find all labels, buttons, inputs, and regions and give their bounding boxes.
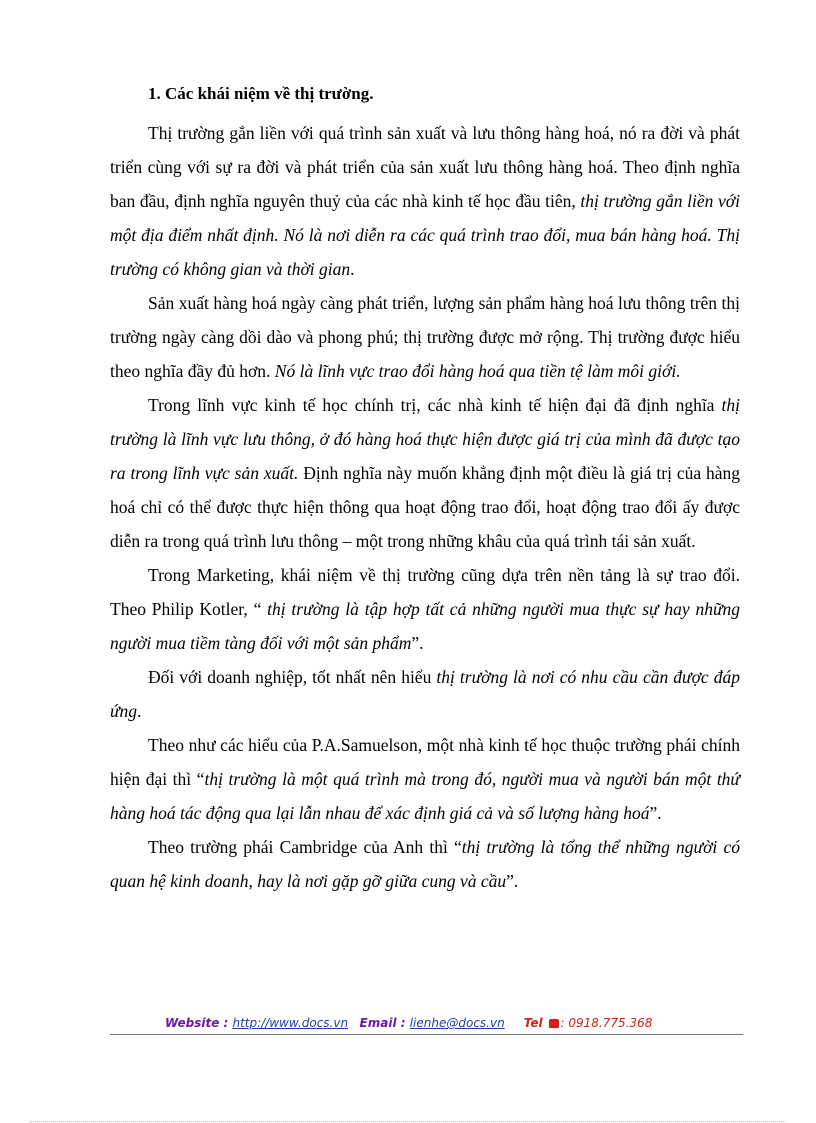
italic-run: Nó là lĩnh vực trao đổi hàng hoá qua tiền tệ làm môi giới. <box>274 361 681 381</box>
page-footer <box>110 1016 743 1035</box>
text-run: Thị trường gắn liền với quá trình sản xuất và lưu thông hàng hoá, nó ra đời và phát triển cùng với sự ra đời và phát triển của sản xuất lưu thông hàng hoá. Theo định nghĩa ban đầu, định nghĩa nguyên thuỷ của các nhà kinh tế học đầu tiên, <box>110 123 740 211</box>
text-run: Sản xuất hàng hoá ngày càng phát triển, lượng sản phẩm hàng hoá lưu thông trên thị trường ngày càng dồi dào và phong phú; thị trường được mở rộng. Thị trường được hiểu theo nghĩa đầy đủ hơn. <box>110 293 740 381</box>
website-label: Website <box>165 1016 220 1030</box>
text-run: ”. <box>506 871 519 891</box>
paragraph-7 <box>110 830 740 898</box>
email-link[interactable]: lienhe@docs.vn <box>409 1016 505 1030</box>
document-body <box>110 82 740 898</box>
text-run: Trong lĩnh vực kinh tế học chính trị, các nhà kinh tế hiện đại đã định nghĩa <box>148 395 722 415</box>
text-run: . <box>350 259 355 279</box>
paragraph-6 <box>110 728 740 830</box>
email-label: Email <box>359 1016 397 1030</box>
paragraph-4 <box>110 558 740 660</box>
italic-run: thị trường là nơi có nhu cầu cần được đáp ứng <box>110 667 740 721</box>
page-bottom-border <box>30 1121 786 1122</box>
text-run: . <box>137 701 142 721</box>
text-run: Trong Marketing, khái niệm về thị trường cũng dựa trên nền tảng là sự trao đổi. Theo Philip Kotler, “ <box>110 565 740 619</box>
italic-run: thị trường là một quá trình mà trong đó, người mua và người bán một thứ hàng hoá tác động qua lại lẫn nhau để xác định giá cả và số lượng hàng hoá <box>110 769 740 823</box>
section-heading: 1. Các khái niệm về thị trường. <box>148 84 374 103</box>
tel-label: Tel <box>523 1016 543 1030</box>
italic-run: thị trường là tập hợp tất cả những người mua thực sự hay những người mua tiềm tàng đối với một sản phẩm <box>110 599 740 653</box>
text-run: ”. <box>411 633 424 653</box>
paragraph-2 <box>110 286 740 388</box>
paragraph-3 <box>110 388 740 558</box>
text-run: Định nghĩa này muốn khẳng định một điều là giá trị của hàng hoá chỉ có thể được thực hiện thông qua hoạt động trao đổi, hoạt động trao đổi ấy được diễn ra trong quá trình lưu thông – một trong những khâu của quá trình tái sản xuất. <box>110 463 741 551</box>
italic-run: thị trường là tổng thể những người có quan hệ kinh doanh, hay là nơi gặp gỡ giữa cung và cầu <box>110 837 740 891</box>
text-run: Theo như các hiểu của P.A.Samuelson, một nhà kinh tế học thuộc trường phái chính hiện đại thì “ <box>110 735 740 789</box>
paragraph-1 <box>110 116 740 286</box>
text-run: Theo trường phái Cambridge của Anh thì “ <box>148 837 462 857</box>
email-separator: : <box>396 1016 410 1030</box>
website-link[interactable]: http://www.docs.vn <box>232 1016 349 1030</box>
text-run: ”. <box>649 803 662 823</box>
phone-number: : 0918.775.368 <box>560 1016 653 1030</box>
website-separator: : <box>219 1016 233 1030</box>
italic-run: thị trường là lĩnh vực lưu thông, ở đó hàng hoá thực hiện được giá trị của mình đã được tạo ra trong lĩnh vực sản xuất. <box>110 395 740 483</box>
italic-run: thị trường gắn liền với một địa điểm nhất định. Nó là nơi diễn ra các quá trình trao đổi, mua bán hàng hoá. Thị trường có không gian và thời gian <box>110 191 741 279</box>
text-run: Đối với doanh nghiệp, tốt nhất nên hiểu <box>148 667 437 687</box>
paragraph-5 <box>110 660 740 728</box>
phone-icon <box>549 1019 559 1028</box>
